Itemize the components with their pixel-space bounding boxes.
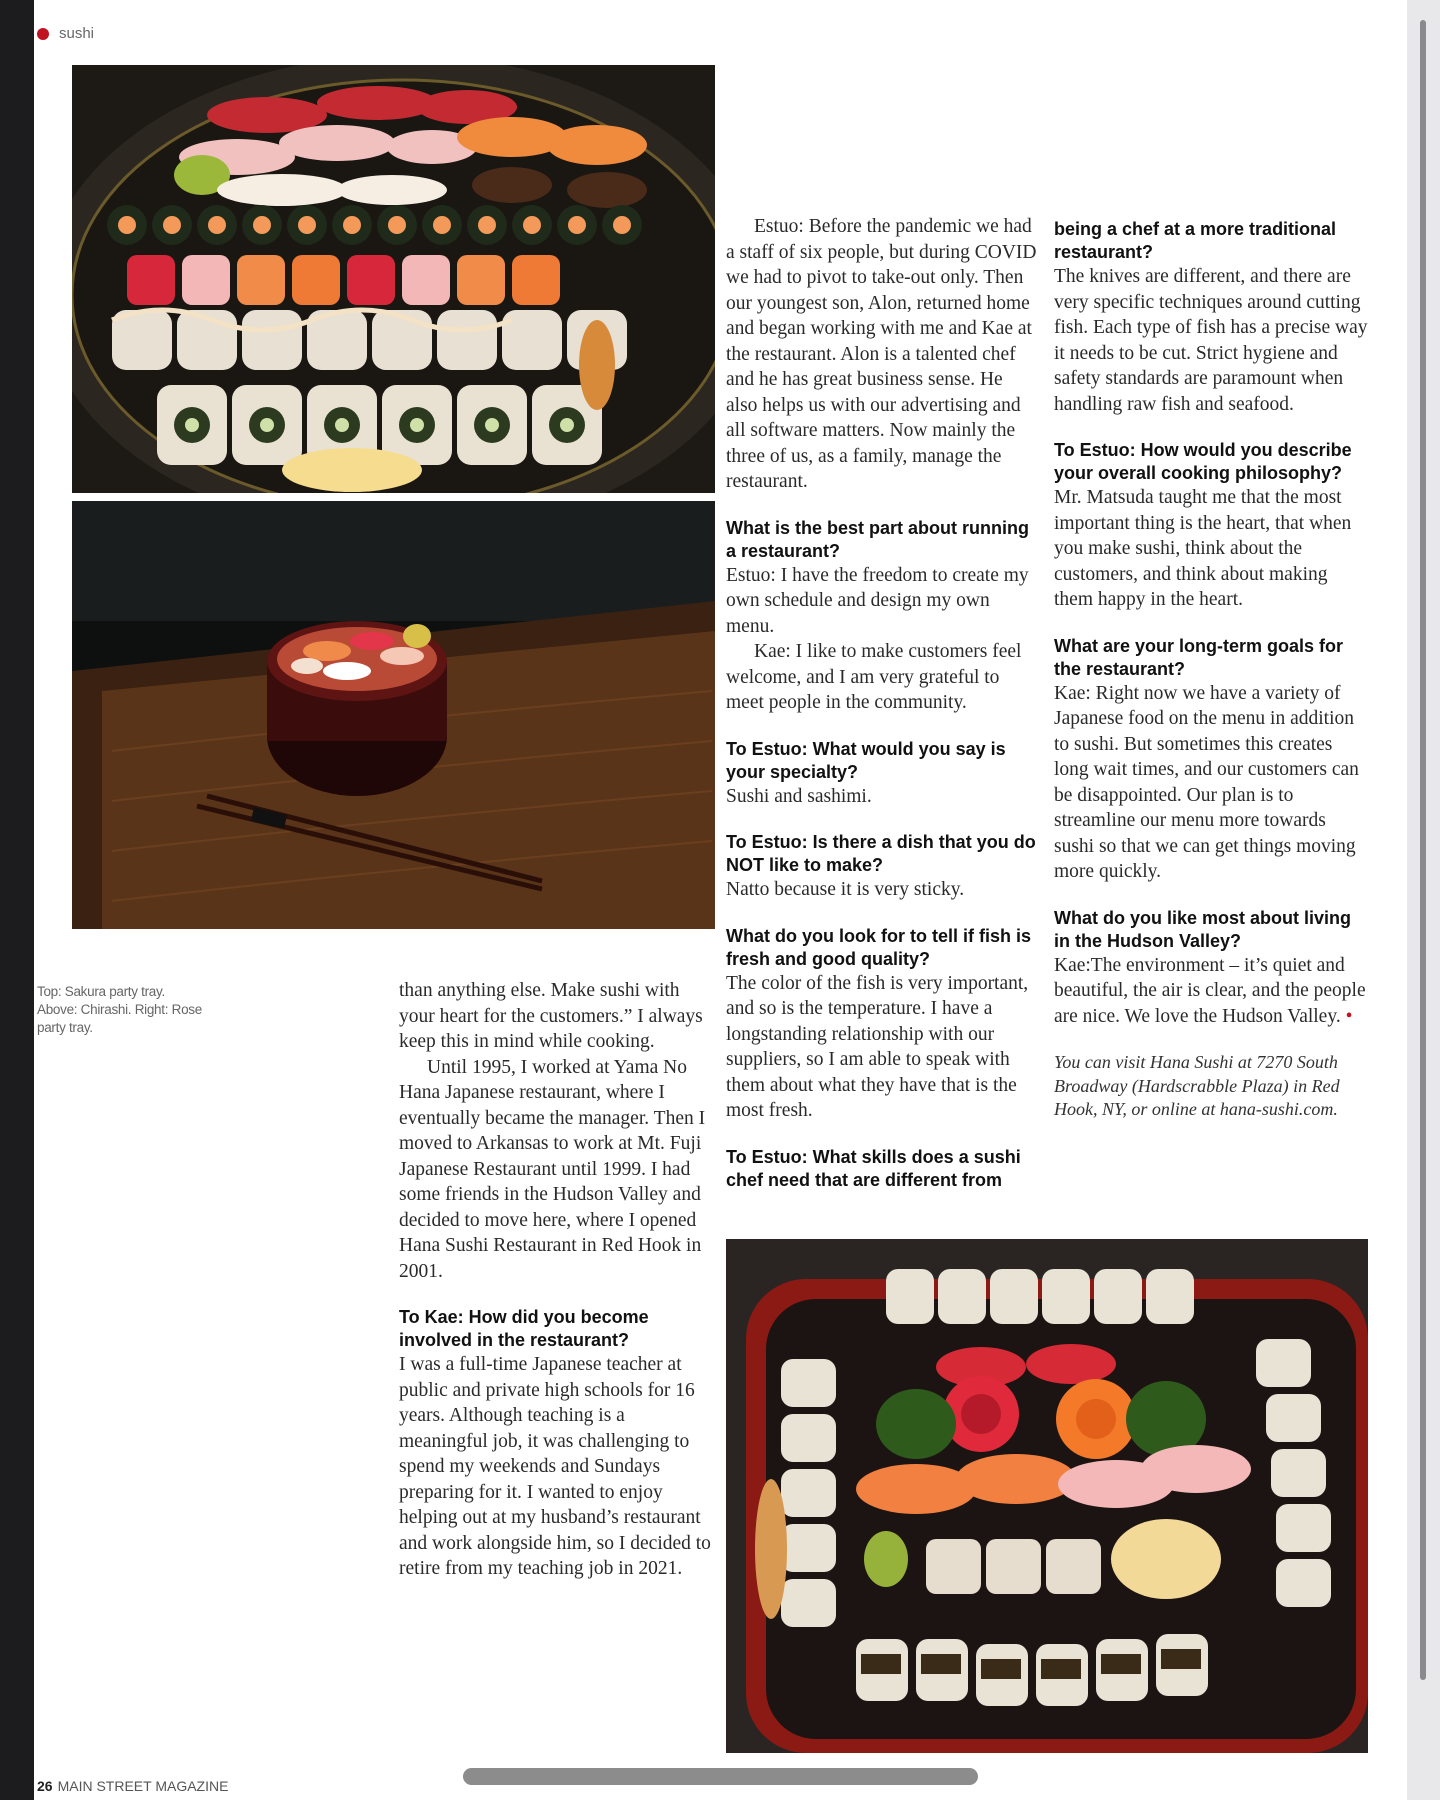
column-right (1054, 218, 1370, 1122)
page-footer (37, 1778, 228, 1794)
question-heading: To Estuo: Is there a dish that you do NOT like to make? (726, 832, 1036, 875)
section-tag (37, 25, 94, 42)
section-dot-icon (37, 28, 49, 40)
photo-sakura-party-tray (72, 65, 715, 493)
page-number: 26 (37, 1778, 53, 1794)
question-heading: To Estuo: What skills does a sushi chef need that are different from (726, 1146, 1021, 1190)
section-label: sushi (59, 25, 95, 42)
publication-name: MAIN STREET MAGAZINE (57, 1778, 229, 1794)
answer-paragraph: Mr. Matsuda taught me that the most important thing is the heart, that when you make sushi, think about the customers, and think about making them happy in the heart. (1054, 487, 1352, 610)
answer-paragraph (1054, 953, 1370, 1030)
visit-note: You can visit Hana Sushi at 7270 South Broadway (Hardscrabble Plaza) in Red Hook, NY, or online at hana-sushi.com. (1054, 1052, 1340, 1119)
photo-caption: Top: Sakura party tray. Above: Chirashi. Right: Rose party tray. (37, 984, 202, 1035)
paragraph: Estuo: Before the pandemic we had a staff of six people, but during COVID we had to pivot to take-out only. Then our youngest son, Alon, returned home and began working with me and Kae at the restaurant. Alon is a talented chef and he has great business sense. He also helps us with our advertising and all software matters. Now mainly the three of us, as a family, manage the restaurant. (726, 216, 1037, 492)
answer-paragraph: The color of the fish is very important, and so is the temperature. I have a longstanding relationship with our suppliers, so I am able to speak with them about what they have that is the most fresh. (726, 972, 1029, 1121)
paragraph: Until 1995, I worked at Yama No Hana Japanese restaurant, where I eventually became the manager. Then I moved to Arkansas to work at Mt. Fuji Japanese Restaurant until 1999. I had some friends in the Hudson Valley and decided to move here, where I opened Hana Sushi Restaurant in Red Hook in 2001. (399, 1056, 706, 1282)
question-heading: What do you look for to tell if fish is fresh and good quality? (726, 925, 1031, 969)
question-heading: To Estuo: How would you describe your overall cooking philosophy? (1054, 440, 1352, 483)
answer-paragraph: Estuo: I have the freedom to create my own schedule and design my own menu. (726, 564, 1029, 637)
question-heading: What are your long-term goals for the restaurant? (1054, 635, 1344, 679)
question-heading: To Estuo: What would you say is your specialty? (726, 738, 1006, 782)
column-middle (726, 214, 1038, 1192)
question-heading: What is the best part about running a restaurant? (726, 517, 1029, 561)
answer-paragraph: Sushi and sashimi. (726, 785, 872, 807)
end-mark-icon: • (1345, 1005, 1353, 1027)
answer-paragraph: The knives are different, and there are very specific techniques around cutting fish. Each type of fish has a precise way it needs to be cut. Strict hygiene and safety standards are paramount when handling raw fish and seafood. (1054, 266, 1368, 415)
answer-paragraph: Kae: Right now we have a variety of Japanese food on the menu in addition to sushi. But sometimes this creates long wait times, and our customers can be disappointed. Our plan is to streamline our menu more towards sushi so that we can get things moving more quickly. (1054, 682, 1359, 882)
photo-rose-party-tray (726, 1239, 1368, 1753)
question-heading: To Kae: How did you become involved in the restaurant? (399, 1307, 649, 1350)
vertical-scrollbar-thumb[interactable] (1420, 20, 1426, 1680)
answer-paragraph: Natto because it is very sticky. (726, 879, 965, 900)
answer-text: Kae:The environment – it’s quiet and beautiful, the air is clear, and the people are nice. We love the Hudson Valley. (1054, 954, 1366, 1027)
question-heading: being a chef at a more traditional restaurant? (1054, 219, 1337, 262)
answer-paragraph: Kae: I like to make customers feel welcome, and I am very grateful to meet people in the community. (726, 641, 1022, 713)
paragraph: than anything else. Make sushi with your heart for the customers.” I always keep this in mind while cooking. (399, 980, 703, 1052)
horizontal-scrollbar-thumb[interactable] (463, 1768, 978, 1785)
column-left (399, 978, 713, 1582)
question-heading: What do you like most about living in the Hudson Valley? (1054, 907, 1352, 951)
answer-paragraph: I was a full-time Japanese teacher at public and private high schools for 16 years. Although teaching is a meaningful job, it was challenging to spend my weekends and Sundays preparing for it. I wanted to enjoy helping out at my husband’s restaurant and work alongside him, so I decided to retire from my teaching job in 2021. (399, 1354, 711, 1579)
photo-chirashi (72, 501, 715, 929)
